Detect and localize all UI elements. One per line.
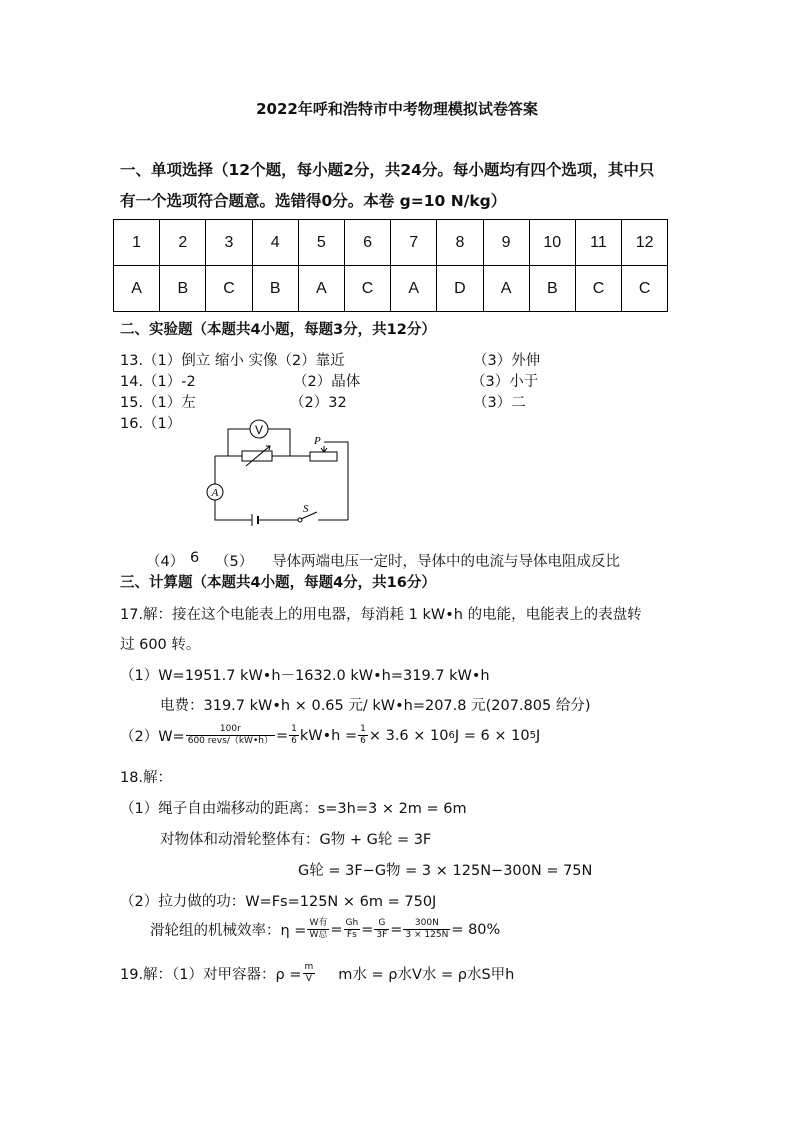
efficiency-result: = 80% [451, 921, 501, 938]
section2-heading: 二、实验题（本题共4小题，每题3分，共12分） [120, 322, 436, 338]
fraction-work [307, 918, 329, 941]
question-number-cell: 1 [114, 220, 160, 266]
answer-cell: C [575, 266, 621, 312]
q17-intro-line1: 17.解：接在这个电能表上的用电器，每消耗 1 kW•h 的电能，电能表上的表盘转 [120, 607, 642, 623]
section3-heading: 三、计算题（本题共4小题，每题4分，共16分） [120, 575, 436, 591]
slider-label: P [314, 435, 321, 447]
q16-part4-value: 6 [190, 550, 200, 566]
q17-part2-mid: kW•h = [299, 727, 358, 744]
exponent: 6 [448, 730, 455, 741]
q13-answer-part1: 13.（1）倒立 缩小 实像（2）靠近 [120, 353, 345, 369]
unit: J [535, 727, 541, 744]
q18-part2: （2）拉力做的功：W=Fs=125N × 6m = 750J [120, 894, 437, 910]
answer-cell: D [437, 266, 483, 312]
exponent: 5 [529, 730, 536, 741]
answer-cell: A [114, 266, 160, 312]
fraction-denominator: V [305, 974, 312, 984]
fraction-gh-fs [344, 918, 361, 941]
q17-part1: （1）W=1951.7 kW•h－1632.0 kW•h=319.7 kW•h [120, 668, 490, 684]
q17-intro-line2: 过 600 转。 [120, 637, 201, 653]
fraction-numerator: G [374, 918, 389, 930]
fraction-denominator: 3 × 125N [405, 930, 449, 940]
q16-label: 16.（1） [120, 416, 182, 432]
fraction-numerator: Gh [345, 918, 359, 928]
q17-part2-tail2: J = 6 × 10 [454, 727, 530, 744]
fraction-numerator: 300N [403, 918, 450, 930]
q17-part2-formula [120, 724, 540, 747]
equals-sign: = [275, 727, 289, 744]
switch-label: S [303, 503, 309, 515]
rheostat-arrow [246, 446, 270, 466]
answer-cell: C [622, 266, 668, 312]
voltmeter-label: V [254, 423, 264, 437]
answer-cell: C [206, 266, 252, 312]
rheostat-resistor [242, 451, 272, 461]
question-number-cell: 8 [437, 220, 483, 266]
q18-wheel-weight: G轮 = 3F−G物 = 3 × 125N−300N = 75N [298, 863, 593, 879]
answer-cell: B [252, 266, 298, 312]
q18-efficiency-formula: 滑轮组的机械效率：η = $\frac{\text{W有}}{\text{W总}}$ = $\frac{Gh}{Fs}$ = $\frac{G}{3F}$ = $\frac{300N}{3 \times 125N}$ = 80% [150, 918, 501, 940]
answer-cell: B [529, 266, 575, 312]
wire-left-bottom [215, 500, 252, 520]
answer-cell: B [160, 266, 206, 312]
q15-answer-part1: 15.（1）左 [120, 395, 196, 411]
ammeter-label: A [211, 487, 219, 499]
answer-table-answer-row [114, 266, 668, 312]
q16-part5-text: 导体两端电压一定时，导体中的电流与导体电阻成反比 [272, 554, 620, 570]
fraction-numerator: 100r [186, 724, 275, 736]
q14-answer-part2: （2）晶体 [293, 374, 361, 390]
fraction-denominator: 6 [360, 736, 366, 746]
q17-electricity-fee: 电费：319.7 kW•h × 0.65 元/ kW•h=207.8 元(207.805 给分) [160, 698, 591, 714]
section1-heading-line2: 有一个选项符合题意。选错得0分。本卷 g=10 N/kg） [120, 192, 507, 210]
fraction-numerator: m [304, 962, 314, 972]
fraction-g-3f [374, 918, 389, 941]
question-number-cell: 11 [575, 220, 621, 266]
question-number-cell: 5 [298, 220, 344, 266]
q16-part4-label: （4） [146, 554, 185, 570]
q15-answer-part2: （2）32 [290, 395, 347, 411]
fraction-numerator: 1 [360, 724, 366, 734]
wire-right [324, 442, 348, 520]
fraction-denominator: W总 [309, 930, 328, 940]
fraction-denominator: Fs [346, 930, 357, 940]
efficiency-label: 滑轮组的机械效率：η = [150, 923, 307, 939]
answer-table [113, 219, 668, 312]
question-number-cell: 4 [252, 220, 298, 266]
page-title: 2022年呼和浩特市中考物理模拟试卷答案 [256, 100, 538, 118]
q17-fraction-one-sixth-b [358, 724, 368, 747]
slide-resistor [310, 452, 337, 461]
voltmeter-wire-left [228, 429, 250, 456]
fraction-numerator: W有 [309, 918, 328, 928]
question-number-cell: 3 [206, 220, 252, 266]
fraction-numerator: 1 [291, 724, 297, 734]
q19-water-mass: m水 = ρ水V水 = ρ水S甲h [338, 967, 515, 983]
q18-part1: （1）绳子自由端移动的距离：s=3h=3 × 2m = 6m [120, 801, 467, 817]
q17-part2-label: （2）W= [120, 729, 185, 745]
q18-label: 18.解： [120, 770, 173, 786]
q17-fraction-one-sixth-a [289, 724, 299, 747]
answer-cell: A [391, 266, 437, 312]
q19-formula [120, 962, 514, 985]
q19-label: 19.解：（1）对甲容器：ρ = [120, 967, 302, 983]
circuit-diagram [200, 414, 360, 526]
question-number-cell: 6 [344, 220, 390, 266]
answer-cell: C [344, 266, 390, 312]
q15-answer-part3: （3）二 [473, 395, 526, 411]
voltmeter-wire-right [268, 429, 290, 456]
q17-fraction-revs [186, 724, 275, 747]
section1-heading-line1: 一、单项选择（12个题，每小题2分，共24分。每小题均有四个选项，其中只 [120, 161, 655, 179]
fraction-density [303, 962, 316, 985]
q17-part2-tail: × 3.6 × 10 [368, 727, 449, 744]
question-number-cell: 10 [529, 220, 575, 266]
q18-whole-system: 对物体和动滑轮整体有：G物 + G轮 = 3F [160, 832, 432, 848]
q14-answer-part3: （3）小于 [471, 374, 539, 390]
q16-part5-label: （5） [215, 554, 254, 570]
fraction-denominator: 6 [291, 736, 297, 746]
answer-table-number-row [114, 220, 668, 266]
question-number-cell: 9 [483, 220, 529, 266]
fraction-denominator: 600 revs/（kW•h） [187, 736, 273, 746]
q13-answer-part3: （3）外伸 [473, 353, 541, 369]
question-number-cell: 12 [622, 220, 668, 266]
fraction-numeric [403, 918, 450, 941]
answer-cell: A [483, 266, 529, 312]
q14-answer-part1: 14.（1）-2 [120, 374, 196, 390]
question-number-cell: 2 [160, 220, 206, 266]
question-number-cell: 7 [391, 220, 437, 266]
answer-cell: A [298, 266, 344, 312]
fraction-denominator: 3F [376, 930, 388, 940]
